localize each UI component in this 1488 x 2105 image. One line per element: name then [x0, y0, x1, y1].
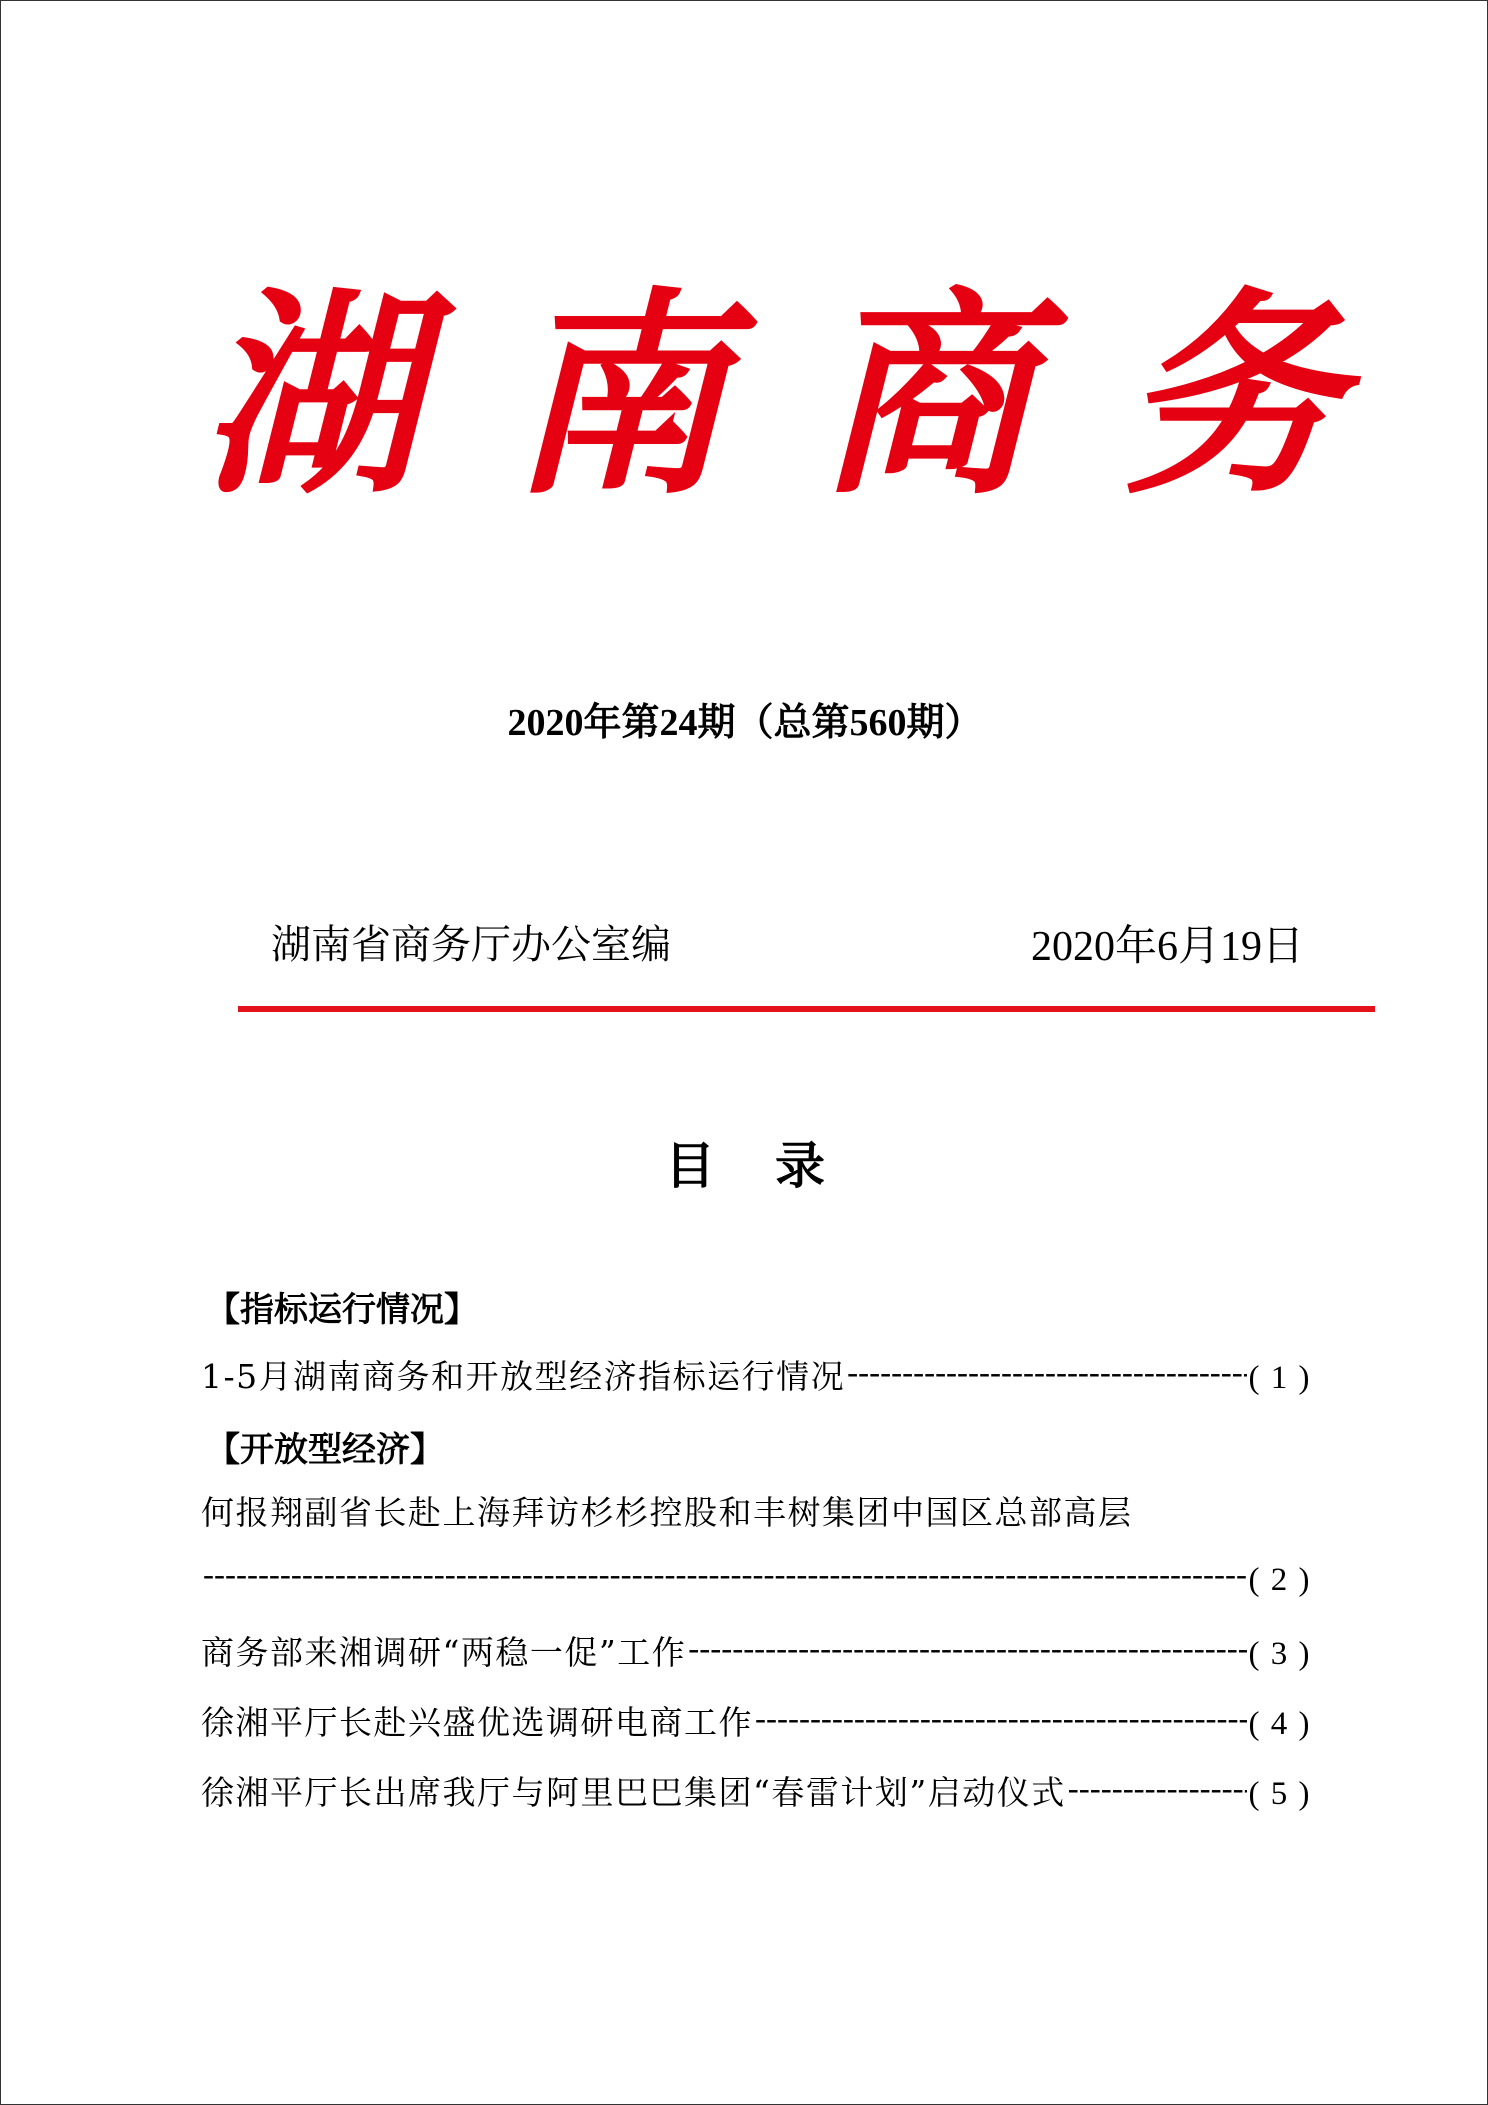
toc-entry-title: 1-5月湖南商务和开放型经济指标运行情况 — [201, 1357, 846, 1396]
toc-entry-title: 何报翔副省长赴上海拜访杉杉控股和丰树集团中国区总部高层 — [201, 1493, 1133, 1532]
toc-entry[interactable] — [201, 1697, 1311, 1743]
toc-entry-page: ( 1 ) — [1248, 1360, 1311, 1396]
masthead-char: 商 — [815, 268, 1034, 524]
toc-entry-page: ( 5 ) — [1248, 1776, 1311, 1812]
toc-section-heading: 【指标运行情况】 — [206, 1290, 478, 1330]
masthead-char: 南 — [508, 268, 727, 524]
toc-title: 目录 — [665, 1137, 885, 1195]
toc-entry-leader — [203, 1557, 1247, 1590]
toc-entry-title: 商务部来湘调研“两稳一促”工作 — [201, 1633, 687, 1672]
masthead-char: 务 — [1122, 268, 1341, 524]
toc-entry[interactable] — [201, 1767, 1311, 1813]
toc-entry[interactable] — [201, 1487, 1311, 1533]
toc-entry-leader — [847, 1355, 1246, 1388]
editor-line: 湖南省商务厅办公室编 — [271, 922, 671, 968]
issue-number: 2020年第24期（总第560期） — [507, 702, 983, 744]
toc-entry-leader — [755, 1701, 1247, 1734]
toc-entry[interactable] — [201, 1351, 1311, 1397]
toc-entry-leader — [688, 1631, 1246, 1664]
toc-entry-page: ( 4 ) — [1248, 1706, 1311, 1742]
toc-entry-page: ( 2 ) — [1248, 1562, 1311, 1598]
toc-entry-page: ( 3 ) — [1248, 1636, 1311, 1672]
toc-section-heading: 【开放型经济】 — [206, 1430, 444, 1470]
toc-entry-continuation[interactable] — [201, 1557, 1311, 1603]
toc-entry-title: 徐湘平厅长出席我厅与阿里巴巴集团“春雷计划”启动仪式 — [201, 1773, 1066, 1812]
toc-entry-title: 徐湘平厅长赴兴盛优选调研电商工作 — [201, 1703, 753, 1742]
masthead-char: 湖 — [201, 268, 419, 524]
masthead-title — [201, 246, 1341, 546]
toc-entry-leader — [1068, 1771, 1247, 1804]
red-divider — [238, 1006, 1375, 1012]
toc-entry[interactable] — [201, 1627, 1311, 1673]
issue-date: 2020年6月19日 — [1031, 924, 1305, 970]
